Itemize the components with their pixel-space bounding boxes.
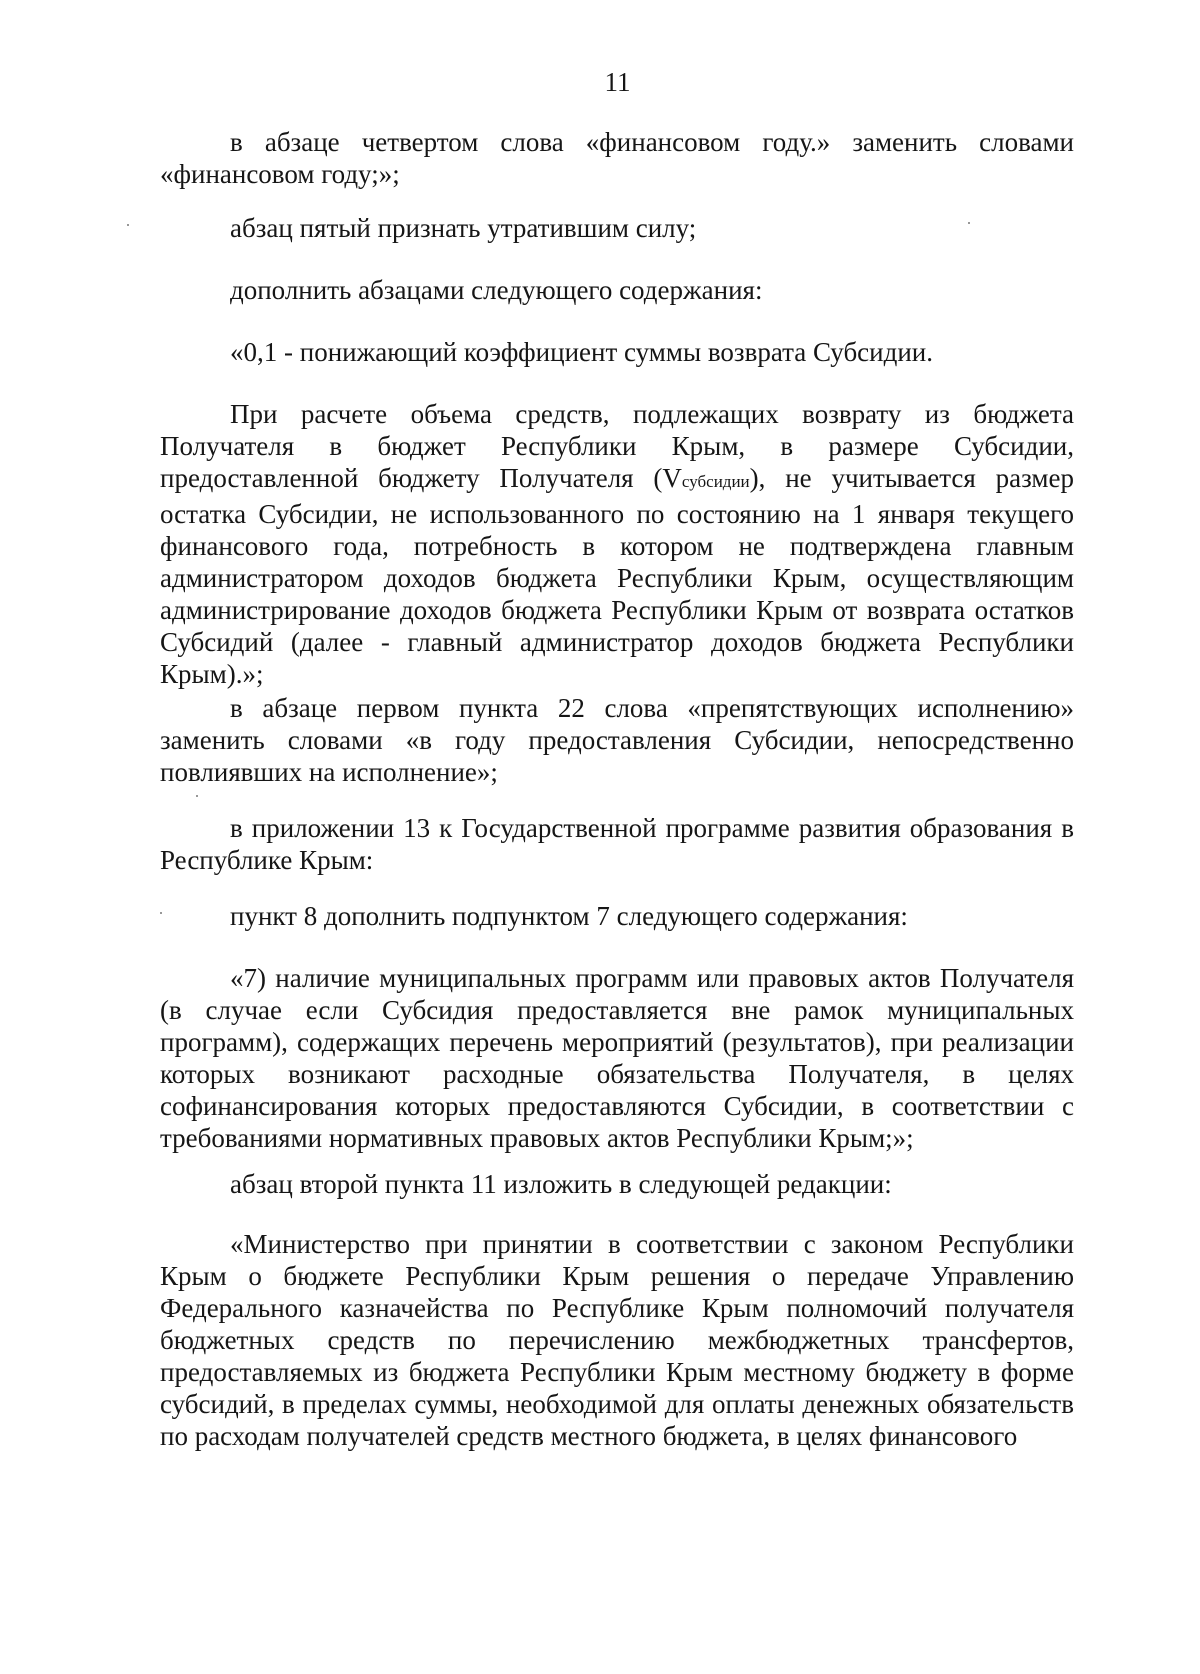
paragraph-ministry: «Министерство при принятии в соответствии с законом Республики Крым о бюджете Республики Крым решения о передаче Управлению Федерального казначейства по Республике Крым полномочий получателя бюджетных средств по перечислению межбюджетных трансфертов, предоставляемых из бюджета Республики Крым местному бюджету в форме субсидий, в пределах суммы, необходимой для оплаты денежных обязательств по расходам получателей средств местного бюджета, в целях финансового [160, 1229, 1074, 1451]
paragraph-fifth-void: абзац пятый признать утратившим силу; [230, 213, 697, 243]
paragraph-subitem-7: «7) наличие муниципальных программ или правовых актов Получателя (в случае если Субсидия предоставляется вне рамок муниципальных программ), содержащих перечень мероприятий (результатов), при реализации которых возникают расходные обязательства Получателя, в целях софинансирования которых предоставляются Субсидии, в соответствии с требованиями нормативных правовых актов Республики Крым;»; [160, 963, 1074, 1153]
page-number: 11 [604, 67, 631, 97]
paragraph-item-8: пункт 8 дополнить подпунктом 7 следующего содержания: [230, 901, 908, 931]
subsidy-subscript: субсидии [681, 472, 750, 491]
paragraph-coefficient: «0,1 - понижающий коэффициент суммы возврата Субсидии. [230, 337, 934, 367]
paragraph-item-11: абзац второй пункта 11 изложить в следующей редакции: [230, 1169, 892, 1199]
paragraph-supplement: дополнить абзацами следующего содержания: [230, 275, 763, 305]
paragraph-calculation [160, 398, 1074, 690]
paragraph-appendix-13: в приложении 13 к Государственной программе развития образования в Республике Крым: [160, 813, 1074, 875]
calculation-text-start: При расчете объема средств, подлежащих возврату из бюджета Получателя в бюджет Республики Крым, в размере Субсидии, предоставленной бюджету Получателя (V [160, 399, 1074, 493]
calculation-text-end: ), не учитывается размер остатка Субсидии, не использованного по состоянию на 1 января текущего финансового года, потребность в котором не подтверждена главным администратором доходов бюджета Республики Крым, осуществляющим администрирование доходов бюджета Республики Крым от возврата остатков Субсидий (далее - главный администратор доходов бюджета Республики Крым).»; [160, 463, 1074, 689]
scan-speck [196, 795, 198, 797]
paragraph-item-22: в абзаце первом пункта 22 слова «препятствующих исполнению» заменить словами «в году предоставления Субсидии, непосредственно повлиявших на исполнение»; [160, 693, 1074, 787]
scan-speck [968, 222, 970, 224]
scan-speck [127, 224, 129, 226]
paragraph-amend-fourth: в абзаце четвертом слова «финансовом году.» заменить словами «финансовом году;»; [160, 127, 1074, 189]
scan-speck [160, 912, 162, 914]
